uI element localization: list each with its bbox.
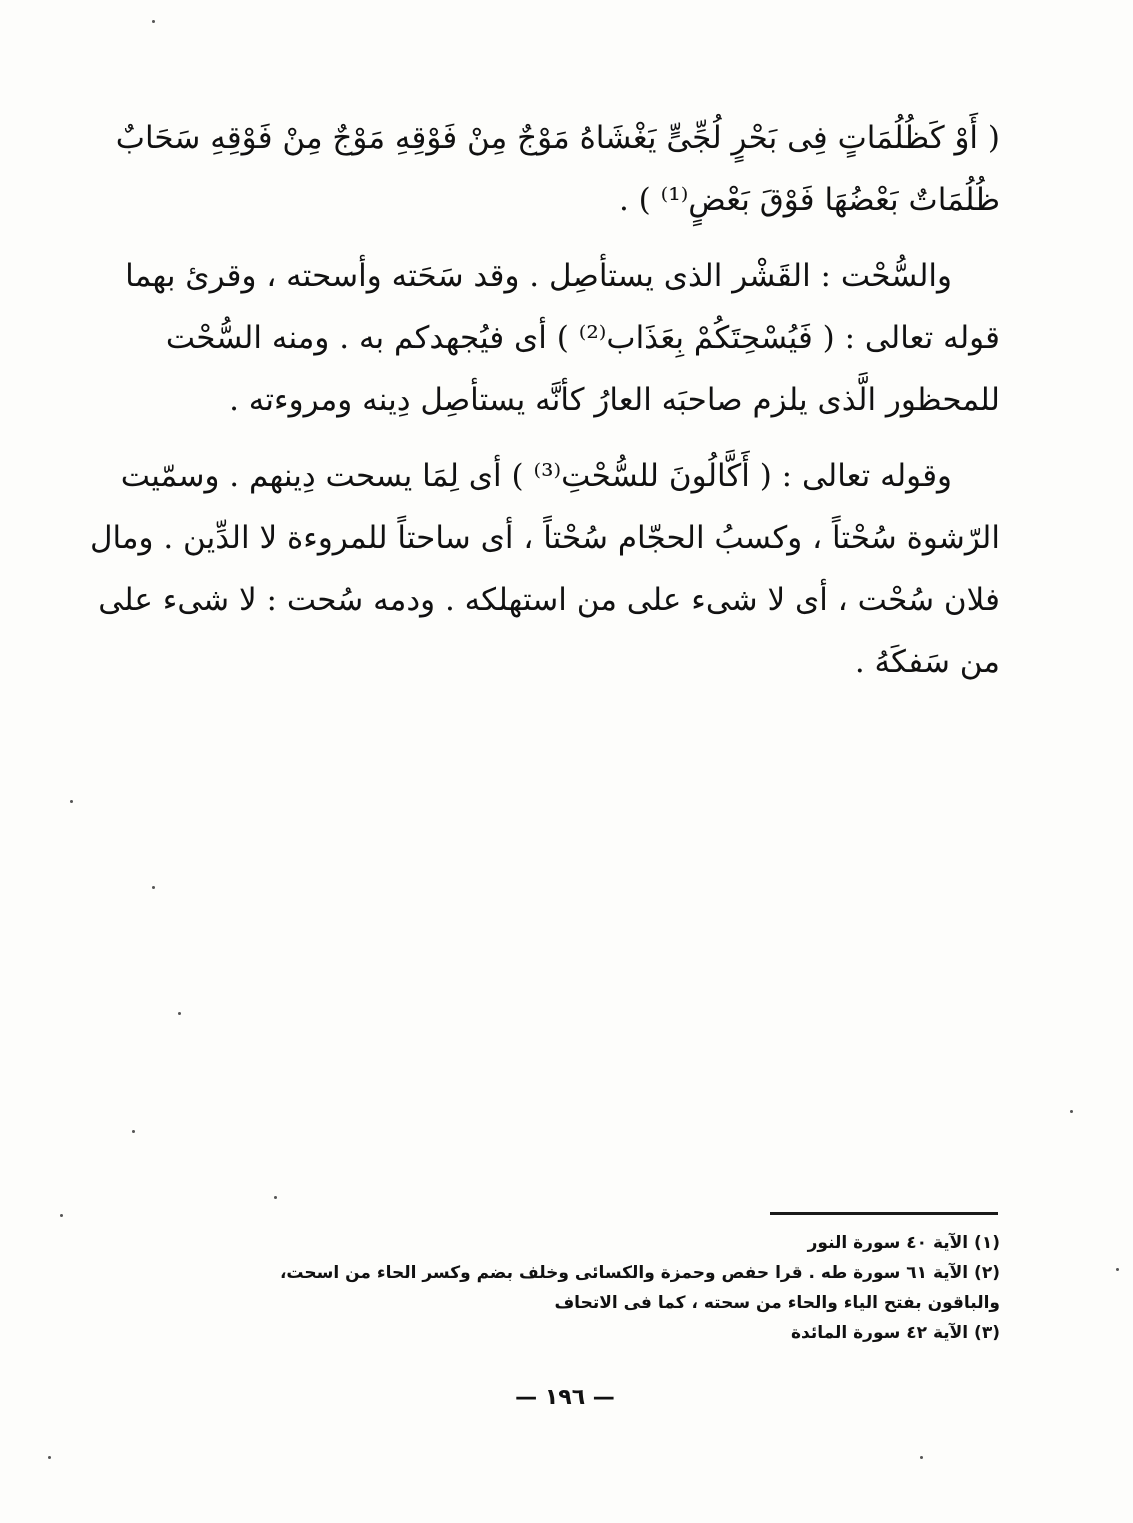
scan-speck [920,1456,923,1459]
text-line: ( أَوْ كَظُلُمَاتٍ فِى بَحْرٍ لُجِّىٍّ يَغْشَاهُ مَوْجٌ مِنْ فَوْقِهِ مَوْجٌ مِنْ فَوْقِهِ سَحَابٌ [115,120,1000,156]
text-line: ظُلُمَاتٌ بَعْضُهَا فَوْقَ بَعْضٍ⁽¹⁾ ) . [618,182,1000,218]
main-text [89,108,1000,694]
paragraph-usage [89,446,1000,694]
footnote-1: (١) الآية ٤٠ سورة النور [807,1233,1000,1253]
paragraph-verse [115,108,1000,232]
footnote-3: (٣) الآية ٤٢ سورة المائدة [791,1323,1000,1343]
text-line: الرّشوة سُحْتاً ، وكسبُ الحجّام سُحْتاً ، أى ساحتاً للمروءة لا الدِّين . ومال [89,520,1000,556]
text-line: فلان سُحْت ، أى لا شىء على من استهلكه . ودمه سُحت : لا شىء على [98,582,1000,618]
text-line: قوله تعالى : ( فَيُسْحِتَكُمْ بِعَذَاب⁽²⁾ ) أى فيُجهدكم به . ومنه السُّحْت [165,320,1000,356]
scan-speck [70,800,73,803]
footnote-divider [770,1212,998,1215]
scan-speck [152,20,155,23]
text-line: وقوله تعالى : ( أَكَّالُونَ للسُّحْتِ⁽³⁾ ) أى لِمَا يسحت دِينهم . وسمّيت [120,458,952,494]
scan-speck [1116,1268,1119,1271]
scan-speck [60,1214,63,1217]
scan-speck [48,1456,51,1459]
footnote-2-continued: والباقون بفتح الياء والحاء من سحته ، كما فى الاتحاف [554,1293,1000,1313]
text-line: من سَفكَهُ . [854,644,1000,680]
page-number: — ١٩٦ — [515,1385,615,1410]
footnotes [279,1228,1000,1348]
scan-speck [274,1196,277,1199]
footnote-2: (٢) الآية ٦١ سورة طه . قرا حفص وحمزة والكسائى وخلف بضم وكسر الحاء من اسحت، [279,1263,1000,1283]
paragraph-definition [125,246,1000,432]
text-line: والسُّحْت : القَشْر الذى يستأصِل . وقد سَحَته وأسحته ، وقرئ بهما [125,258,952,294]
scan-speck [1070,1110,1073,1113]
scan-speck [132,1130,135,1133]
scan-speck [152,886,155,889]
text-line: للمحظور الَّذى يلزم صاحبَه العارُ كأنَّه يستأصِل دِينه ومروءته . [229,382,1000,418]
scan-speck [178,1012,181,1015]
